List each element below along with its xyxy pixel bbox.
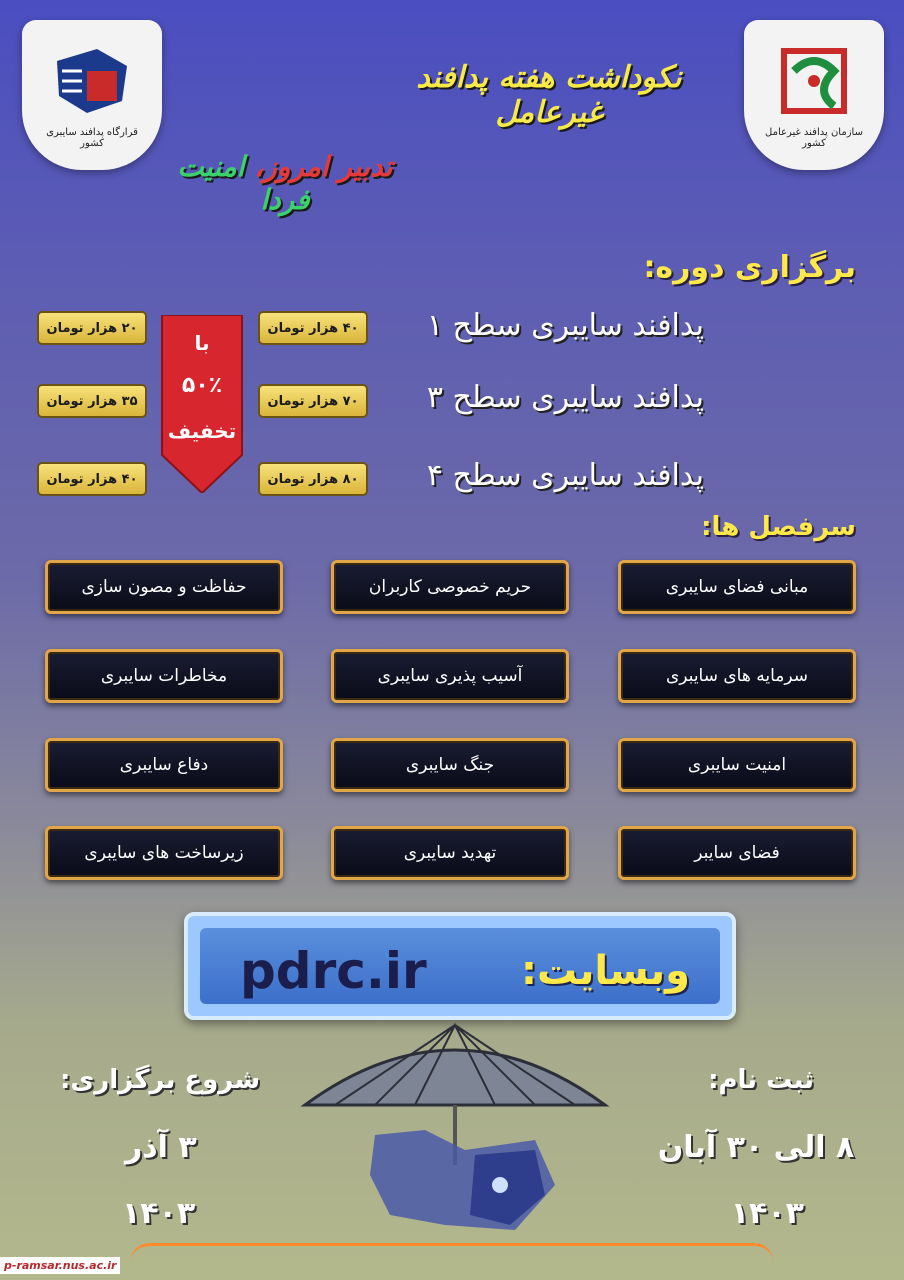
course-level-3: پدافند سایبری سطح ۳ (426, 380, 704, 415)
topic-card: مبانی فضای سایبری (618, 560, 856, 614)
website-label: وبسایت: (521, 948, 690, 994)
topic-card: امنیت سایبری (618, 738, 856, 792)
logo-cyber-defense-hq (22, 20, 162, 170)
website-url[interactable]: pdrc.ir (240, 942, 427, 1000)
registration-dates: ۸ الی ۳۰ آبان (657, 1130, 855, 1165)
source-watermark: p-ramsar.nus.ac.ir (0, 1257, 120, 1274)
course-level-1-price: ۴۰ هزار تومان (258, 311, 368, 345)
topic-card: فضای سایبر (618, 826, 856, 880)
course-level-3-discounted-price: ۳۵ هزار تومان (37, 384, 147, 418)
discount-ribbon (158, 315, 246, 493)
topic-card: زیرساخت های سایبری (45, 826, 283, 880)
course-level-4-discounted-price: ۴۰ هزار تومان (37, 462, 147, 496)
registration-year: ۱۴۰۳ (730, 1196, 804, 1231)
start-heading: شروع برگزاری: (60, 1065, 261, 1095)
slogan (150, 150, 420, 216)
topic-card: حفاظت و مصون سازی (45, 560, 283, 614)
course-level-3-price: ۷۰ هزار تومان (258, 384, 368, 418)
start-date: ۳ آذر (125, 1130, 197, 1165)
course-level-1: پدافند سایبری سطح ۱ (426, 308, 704, 343)
logo-left-caption: قرارگاه پدافند سایبری کشور (46, 127, 138, 149)
website-banner-inner (200, 928, 720, 1004)
start-year: ۱۴۰۳ (122, 1196, 196, 1231)
topic-card: آسیب پذیری سایبری (331, 649, 569, 703)
topics-heading: سرفصل ها: (701, 512, 856, 542)
cyber-defense-emblem-icon (47, 41, 137, 121)
discount-line3: تخفیف (167, 419, 237, 443)
discount-percent: ۵۰٪ (181, 373, 223, 398)
slogan-part1: تدبیر امروز، (254, 150, 393, 183)
topic-card: سرمایه های سایبری (618, 649, 856, 703)
course-level-1-discounted-price: ۲۰ هزار تومان (37, 311, 147, 345)
topic-card: جنگ سایبری (331, 738, 569, 792)
page-title: نکوداشت هفته پدافند غیرعامل (416, 60, 682, 130)
slogan-part2: امنیت فردا (177, 150, 310, 216)
topic-card: تهدید سایبری (331, 826, 569, 880)
umbrella-map-illustration-icon (295, 1015, 615, 1245)
passive-defense-emblem-icon (774, 41, 854, 121)
course-level-4: پدافند سایبری سطح ۴ (426, 458, 704, 493)
logo-right-caption: سازمان پدافند غیرعامل کشور (765, 127, 863, 149)
discount-line1: با (194, 331, 210, 355)
website-banner (184, 912, 736, 1020)
course-level-4-price: ۸۰ هزار تومان (258, 462, 368, 496)
logo-passive-defense-org (744, 20, 884, 170)
courses-heading: برگزاری دوره: (643, 250, 856, 285)
topic-card: مخاطرات سایبری (45, 649, 283, 703)
registration-heading: ثبت نام: (708, 1065, 814, 1095)
topic-card: حریم خصوصی کاربران (331, 560, 569, 614)
topic-card: دفاع سایبری (45, 738, 283, 792)
bottom-decor-bar (130, 1243, 774, 1272)
